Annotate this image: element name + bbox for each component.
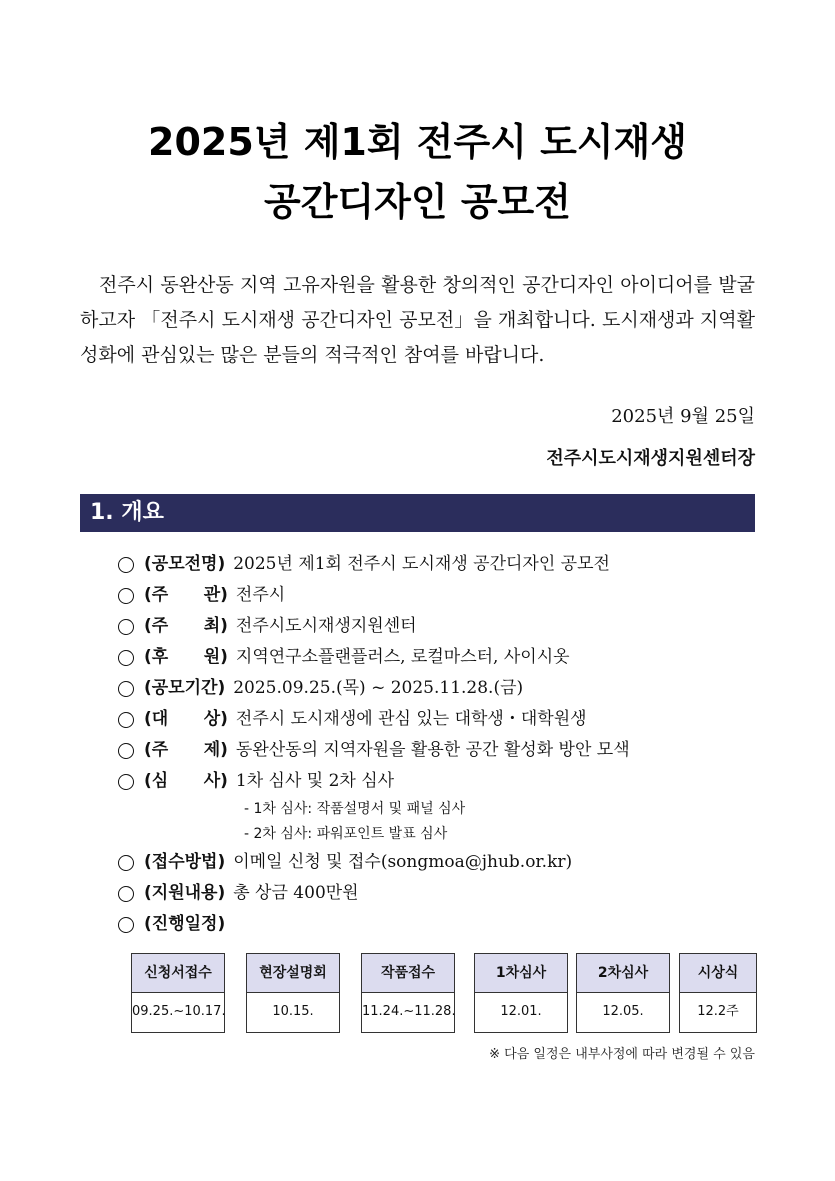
item-value: 총 상금 400만원 — [233, 883, 359, 903]
list-item — [118, 909, 758, 940]
list-item — [118, 878, 758, 909]
list-item — [118, 704, 758, 735]
item-value: 1차 심사 및 2차 심사 — [235, 771, 395, 791]
section-heading: 1. 개요 — [80, 494, 755, 532]
item-label: (공모기간) — [144, 678, 226, 698]
schedule-stage — [679, 953, 757, 1033]
schedule-stage — [246, 953, 340, 1033]
schedule-stage — [576, 953, 670, 1033]
item-label: (지원내용) — [144, 883, 226, 903]
item-value: 동완산동의 지역자원을 활용한 공간 활성화 방안 모색 — [235, 740, 630, 760]
schedule-stage — [361, 953, 455, 1033]
circle-bullet-icon — [118, 712, 134, 728]
item-value: 이메일 신청 및 접수(songmoa@jhub.or.kr) — [233, 852, 573, 872]
stage-date: 12.05. — [602, 1004, 644, 1019]
schedule-timeline — [131, 953, 757, 1033]
stage-name: 시상식 — [680, 954, 756, 993]
circle-bullet-icon — [118, 588, 134, 604]
review-detail: - 2차 심사: 파워포인트 발표 심사 — [244, 826, 448, 842]
signer: 전주시도시재생지원센터장 — [546, 448, 755, 469]
stage-name: 1차심사 — [475, 954, 567, 993]
list-item — [118, 673, 758, 704]
item-value: 전주시 도시재생에 관심 있는 대학생・대학원생 — [235, 709, 587, 729]
circle-bullet-icon — [118, 855, 134, 871]
list-item — [118, 766, 758, 797]
circle-bullet-icon — [118, 557, 134, 573]
title-line-2: 공간디자인 공모전 — [264, 180, 571, 224]
circle-bullet-icon — [118, 886, 134, 902]
circle-bullet-icon — [118, 681, 134, 697]
item-label: (주 최) — [144, 616, 228, 636]
schedule-stage — [474, 953, 568, 1033]
item-label: (주 관) — [144, 585, 228, 605]
intro-paragraph — [80, 268, 755, 373]
list-item — [118, 642, 758, 673]
announcement-date: 2025년 9월 25일 — [611, 406, 755, 427]
list-item — [118, 735, 758, 766]
circle-bullet-icon — [118, 650, 134, 666]
stage-date: 11.24.~11.28. — [362, 1004, 456, 1019]
stage-name: 작품접수 — [362, 954, 454, 993]
circle-bullet-icon — [118, 743, 134, 759]
circle-bullet-icon — [118, 917, 134, 933]
item-label: (공모전명) — [144, 554, 226, 574]
stage-date: 12.2주 — [697, 1004, 739, 1019]
circle-bullet-icon — [118, 774, 134, 790]
list-item — [118, 580, 758, 611]
schedule-note: ※ 다음 일정은 내부사정에 따라 변경될 수 있음 — [489, 1047, 755, 1062]
item-value: 2025.09.25.(목) ~ 2025.11.28.(금) — [233, 678, 524, 698]
schedule-stage — [131, 953, 225, 1033]
item-value: 전주시 — [235, 585, 286, 605]
overview-list — [118, 549, 758, 940]
item-value: 지역연구소플랜플러스, 로컬마스터, 사이시옷 — [235, 647, 570, 667]
item-label: (주 제) — [144, 740, 228, 760]
review-detail: - 1차 심사: 작품설명서 및 패널 심사 — [244, 801, 466, 817]
item-label: (대 상) — [144, 709, 228, 729]
list-item — [118, 549, 758, 580]
document-title — [0, 112, 835, 232]
intro-text: 전주시 동완산동 지역 고유자원을 활용한 창의적인 공간디자인 아이디어를 발굴하고자 「전주시 도시재생 공간디자인 공모전」을 개최합니다. 도시재생과 지역활성화에 관심있는 많은 분들의 적극적인 참여를 바랍니다. — [80, 274, 755, 366]
item-value: 2025년 제1회 전주시 도시재생 공간디자인 공모전 — [233, 554, 610, 574]
list-item — [118, 611, 758, 642]
item-label: (접수방법) — [144, 852, 226, 872]
item-label: (진행일정) — [144, 914, 226, 934]
stage-date: 12.01. — [500, 1004, 542, 1019]
stage-date: 09.25.~10.17. — [132, 1004, 226, 1019]
item-label: (심 사) — [144, 771, 228, 791]
list-item — [118, 847, 758, 878]
stage-name: 2차심사 — [577, 954, 669, 993]
item-label: (후 원) — [144, 647, 228, 667]
item-value: 전주시도시재생지원센터 — [235, 616, 417, 636]
stage-name: 현장설명회 — [247, 954, 339, 993]
stage-date: 10.15. — [272, 1004, 314, 1019]
stage-name: 신청서접수 — [132, 954, 224, 993]
circle-bullet-icon — [118, 619, 134, 635]
title-line-1: 2025년 제1회 전주시 도시재생 — [148, 120, 687, 164]
